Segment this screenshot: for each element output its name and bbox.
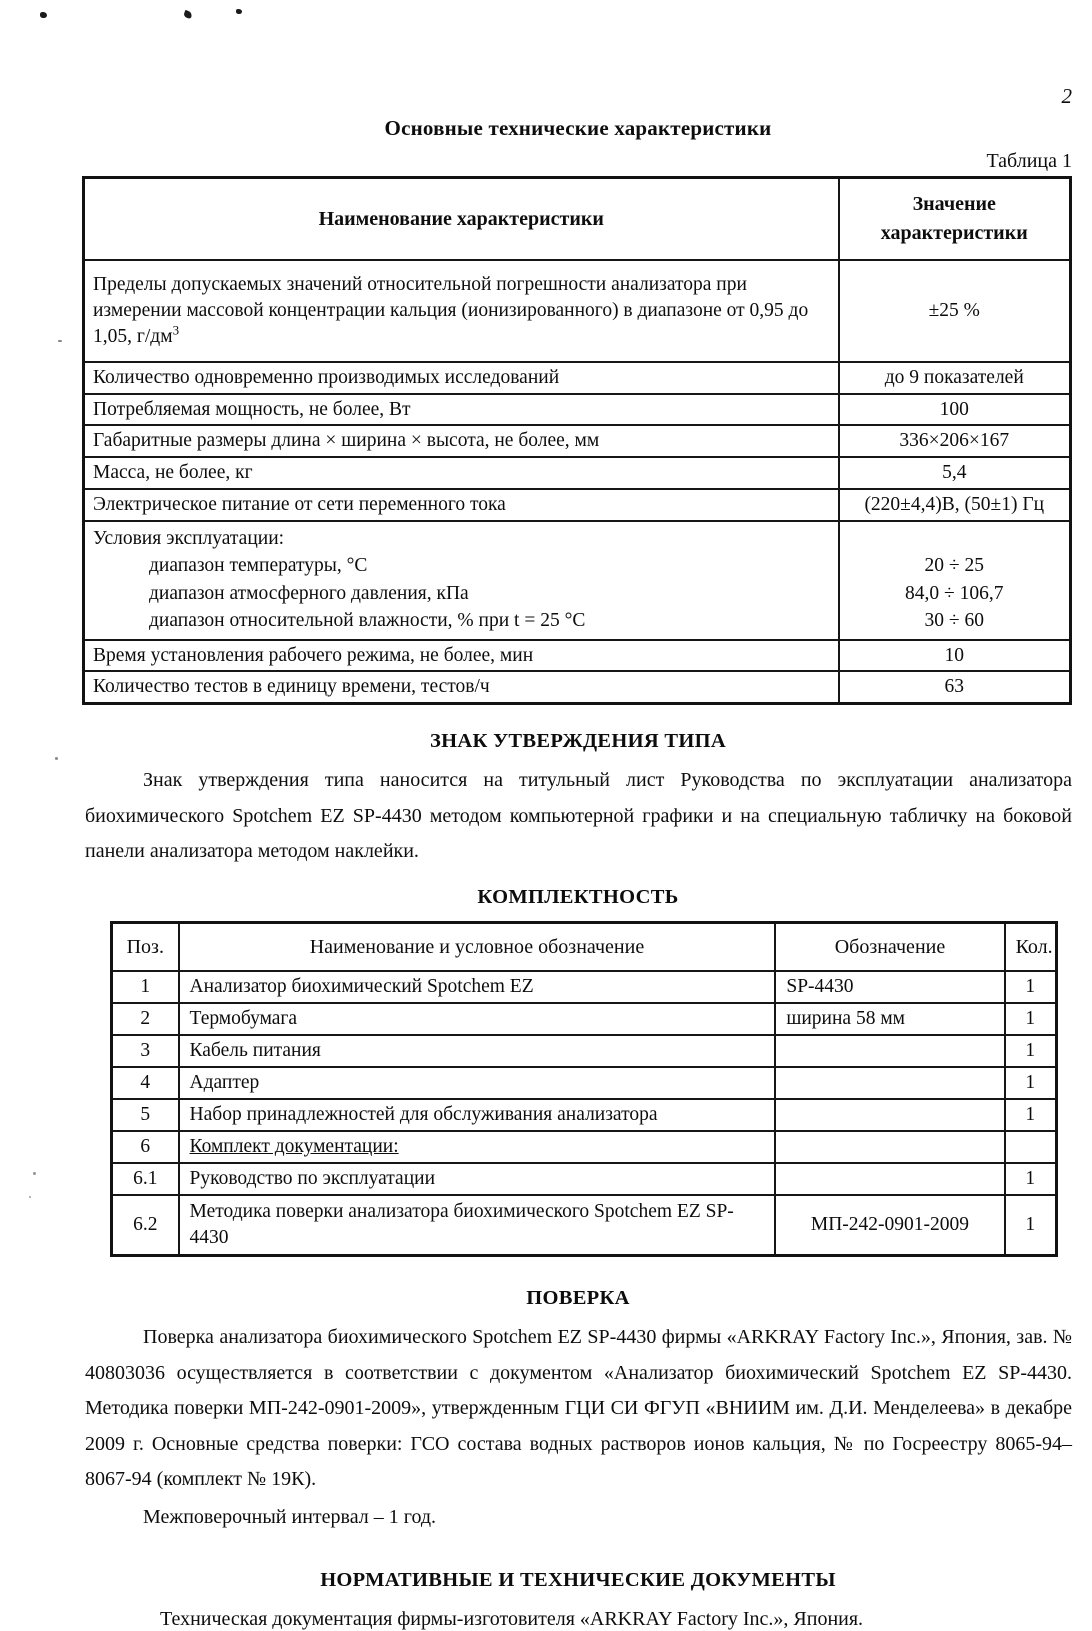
completeness-header-pos: Поз. [112, 922, 179, 971]
spec-value: 5,4 [839, 457, 1071, 489]
specs-table [82, 176, 1072, 705]
conditions-title: Условия эксплуатации: [93, 527, 285, 549]
spec-name: Количество тестов в единицу времени, тестов/ч [84, 671, 839, 703]
item-designation: МП-242-0901-2009 [775, 1195, 1004, 1256]
spec-value: ±25 % [839, 260, 1071, 362]
item-qty: 1 [1005, 1099, 1057, 1131]
item-designation: SP-4430 [775, 971, 1004, 1003]
item-designation [775, 1163, 1004, 1195]
spec-row [84, 394, 1071, 426]
spec-value: 63 [839, 671, 1071, 703]
completeness-header-name: Наименование и условное обозначение [179, 922, 776, 971]
completeness-row [112, 1131, 1057, 1163]
spec-value: (220±4,4)В, (50±1) Гц [839, 489, 1071, 521]
completeness-row [112, 1067, 1057, 1099]
item-designation [775, 1099, 1004, 1131]
item-designation [775, 1131, 1004, 1163]
item-pos: 4 [112, 1067, 179, 1099]
section-title-normative: НОРМАТИВНЫЕ И ТЕХНИЧЕСКИЕ ДОКУМЕНТЫ [320, 1568, 836, 1591]
item-name: Термобумага [179, 1003, 776, 1035]
item-qty: 1 [1005, 1035, 1057, 1067]
completeness-header-designation: Обозначение [775, 922, 1004, 971]
spec-value [839, 521, 1071, 640]
item-qty: 1 [1005, 1067, 1057, 1099]
spec-row [84, 457, 1071, 489]
completeness-table [110, 921, 1058, 1257]
spec-value: до 9 показателей [839, 362, 1071, 394]
spec-name: Масса, не более, кг [84, 457, 839, 489]
spec-name: Потребляемая мощность, не более, Вт [84, 394, 839, 426]
condition-item: диапазон температуры, °С [149, 555, 368, 577]
completeness-header-row [112, 922, 1057, 971]
completeness-row [112, 1163, 1057, 1195]
completeness-row [112, 971, 1057, 1003]
item-pos: 2 [112, 1003, 179, 1035]
spec-row [84, 640, 1071, 672]
condition-value: 30 ÷ 60 [924, 610, 984, 632]
verification-interval: Межповерочный интервал – 1 год. [143, 1505, 437, 1528]
spec-row [84, 260, 1071, 362]
spec-row [84, 425, 1071, 457]
spec-value: 336×206×167 [839, 425, 1071, 457]
spec-name [84, 521, 839, 640]
spec-row [84, 671, 1071, 703]
spec-name-text: Пределы допускаемых значений относительной погрешности анализатора при измерении массовой концентрации кальция (ионизированного) в диапазоне от 0,95 до 1,05, г/дм [93, 274, 809, 347]
item-qty: 1 [1005, 1163, 1057, 1195]
specs-header-name: Наименование характеристики [84, 178, 839, 261]
item-name: Набор принадлежностей для обслуживания анализатора [179, 1099, 776, 1131]
item-pos: 5 [112, 1099, 179, 1131]
specs-header-value: Значение характеристики [839, 178, 1071, 261]
item-name: Комплект документации: [179, 1131, 776, 1163]
item-pos: 6.1 [112, 1163, 179, 1195]
spec-row [84, 489, 1071, 521]
spec-name [84, 260, 839, 362]
condition-item: диапазон атмосферного давления, кПа [149, 582, 469, 604]
completeness-row [112, 1003, 1057, 1035]
spec-name: Электрическое питание от сети переменного тока [84, 489, 839, 521]
completeness-row [112, 1035, 1057, 1067]
completeness-row [112, 1195, 1057, 1256]
item-pos: 3 [112, 1035, 179, 1067]
ink-speck [58, 340, 62, 342]
item-pos: 1 [112, 971, 179, 1003]
page-number: 2 [1061, 84, 1072, 108]
spec-name: Время установления рабочего режима, не более, мин [84, 640, 839, 672]
ink-speck [40, 12, 47, 18]
spec-row [84, 362, 1071, 394]
item-pos: 6.2 [112, 1195, 179, 1256]
item-designation [775, 1067, 1004, 1099]
ink-speck [33, 1172, 36, 1175]
completeness-header-qty: Кол. [1005, 922, 1057, 971]
spec-name-superscript: 3 [172, 322, 180, 338]
section-title-type-approval: ЗНАК УТВЕРЖДЕНИЯ ТИПА [430, 730, 726, 753]
completeness-row [112, 1099, 1057, 1131]
spec-value: 100 [839, 394, 1071, 426]
page-title: Основные технические характеристики [384, 116, 772, 140]
page-content [82, 0, 1074, 1631]
normative-text: Техническая документация фирмы-изготовителя «ARKRAY Factory Inc.», Япония. [160, 1607, 864, 1630]
condition-item: диапазон относительной влажности, % при t = 25 °С [149, 610, 586, 632]
item-name: Руководство по эксплуатации [179, 1163, 776, 1195]
type-approval-text: Знак утверждения типа наносится на титульный лист Руководства по эксплуатации анализатора биохимического Spotchem EZ SP-4430 методом компьютерной графики и на специальную табличку на боковой панели анализатора методом наклейки. [85, 769, 1072, 863]
spec-value: 10 [839, 640, 1071, 672]
item-name: Методика поверки анализатора биохимического Spotchem EZ SP-4430 [179, 1195, 776, 1256]
item-qty: 1 [1005, 1195, 1057, 1256]
item-designation [775, 1035, 1004, 1067]
item-name: Анализатор биохимический Spotchem EZ [179, 971, 776, 1003]
ink-speck [29, 1196, 31, 1198]
spec-row-conditions [84, 521, 1071, 640]
item-qty [1005, 1131, 1057, 1163]
condition-value: 20 ÷ 25 [924, 555, 984, 577]
item-qty: 1 [1005, 1003, 1057, 1035]
ink-speck [55, 757, 58, 760]
item-qty: 1 [1005, 971, 1057, 1003]
item-name: Адаптер [179, 1067, 776, 1099]
section-title-completeness: КОМПЛЕКТНОСТЬ [477, 885, 679, 908]
item-name: Кабель питания [179, 1035, 776, 1067]
specs-header-row [84, 178, 1071, 261]
verification-text: Поверка анализатора биохимического Spotchem EZ SP-4430 фирмы «ARKRAY Factory Inc.», Япония, зав. № 40803036 осуществляется в соответствии с документом «Анализатор биохимический Spotchem EZ SP-4430. Методика поверки МП-242-0901-2009», утвержденным ГЦИ СИ ФГУП «ВНИИМ им. Д.И. Менделеева» в декабре 2009 г. Основные средства поверки: ГСО состава водных растворов ионов кальция, № по Госреестру 8065-94–8067-94 (комплект № 19К). [85, 1325, 1072, 1491]
section-title-verification: ПОВЕРКА [526, 1286, 630, 1309]
spec-name: Габаритные размеры длина × ширина × высота, не более, мм [84, 425, 839, 457]
item-designation: ширина 58 мм [775, 1003, 1004, 1035]
table1-caption: Таблица 1 [986, 150, 1072, 172]
item-pos: 6 [112, 1131, 179, 1163]
condition-value: 84,0 ÷ 106,7 [905, 582, 1004, 604]
spec-name: Количество одновременно производимых исследований [84, 362, 839, 394]
